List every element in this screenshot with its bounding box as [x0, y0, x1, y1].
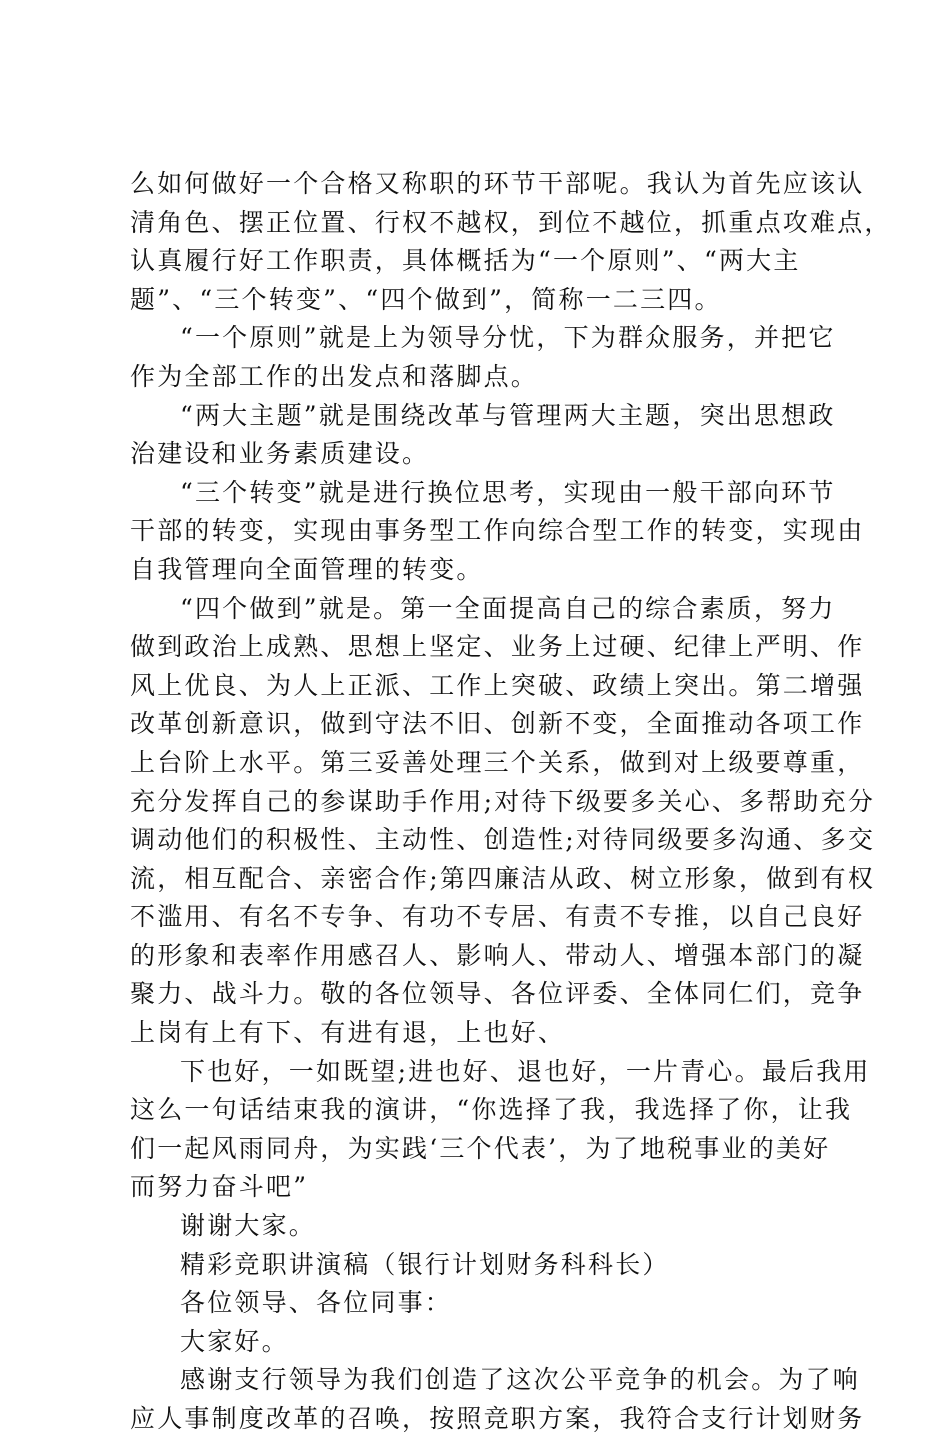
text-line: 改革创新意识，做到守法不旧、创新不变，全面推动各项工作	[130, 709, 865, 739]
text-line: 做到政治上成熟、思想上坚定、业务上过硬、纪律上严明、作	[130, 632, 865, 662]
text-line: 应人事制度改革的召唤，按照竞职方案，我符合支行计划财务	[130, 1404, 865, 1433]
text-line: 下也好，一如既望;进也好、退也好，一片青心。最后我用	[180, 1056, 871, 1086]
text-line: 治建设和业务素质建设。	[130, 439, 430, 469]
text-line: 不滥用、有名不专争、有功不专居、有责不专推，以自己良好	[130, 902, 865, 932]
text-line: 充分发挥自己的参谋助手作用;对待下级要多关心、多帮助充分	[130, 786, 876, 816]
text-line: 调动他们的积极性、主动性、创造性;对待同级要多沟通、多交	[130, 825, 876, 855]
document-body	[130, 165, 892, 1439]
text-line: 风上优良、为人上正派、工作上突破、政绩上突出。第二增强	[130, 670, 865, 700]
text-line: “三个转变”就是进行换位思考，实现由一般干部向环节	[180, 477, 836, 507]
text-line: “四个做到”就是。第一全面提高自己的综合素质，努力	[180, 593, 836, 623]
text-line: 题”、“三个转变”、“四个做到”，简称一二三四。	[130, 284, 722, 314]
text-line: 上台阶上水平。第三妥善处理三个关系，做到对上级要尊重，	[130, 747, 865, 777]
text-line: 各位领导、各位同事：	[180, 1288, 453, 1318]
text-line: 聚力、战斗力。敬的各位领导、各位评委、全体同仁们，竞争	[130, 979, 865, 1009]
text-line: 这么一句话结束我的演讲，“你选择了我，我选择了你，让我	[130, 1095, 853, 1125]
text-line: 上岗有上有下、有进有退，上也好、	[130, 1018, 566, 1048]
text-line: 自我管理向全面管理的转变。	[130, 554, 484, 584]
text-line: 流，相互配合、亲密合作;第四廉洁从政、树立形象，做到有权	[130, 863, 876, 893]
text-line: 清角色、摆正位置、行权不越权，到位不越位，抓重点攻难点，	[130, 207, 892, 237]
text-line: 的形象和表率作用感召人、影响人、带动人、增强本部门的凝	[130, 940, 865, 970]
text-line: 认真履行好工作职责，具体概括为“一个原则”、“两大主	[130, 246, 801, 276]
text-line: 大家好。	[180, 1326, 289, 1356]
text-line: 们一起风雨同舟，为实践‘三个代表’，为了地税事业的美好	[130, 1133, 831, 1163]
text-line: “两大主题”就是围绕改革与管理两大主题，突出思想政	[180, 400, 836, 430]
text-line: 干部的转变，实现由事务型工作向综合型工作的转变，实现由	[130, 516, 865, 546]
text-line: 谢谢大家。	[180, 1211, 317, 1241]
text-line: 感谢支行领导为我们创造了这次公平竞争的机会。为了响	[180, 1365, 861, 1395]
text-line: 么如何做好一个合格又称职的环节干部呢。我认为首先应该认	[130, 169, 865, 198]
text-line: 作为全部工作的出发点和落脚点。	[130, 361, 539, 391]
text-line: 而努力奋斗吧”	[130, 1172, 309, 1202]
text-line: “一个原则”就是上为领导分忧，下为群众服务，并把它	[180, 323, 836, 353]
text-line: 精彩竞职讲演稿（银行计划财务科科长）	[180, 1249, 670, 1279]
